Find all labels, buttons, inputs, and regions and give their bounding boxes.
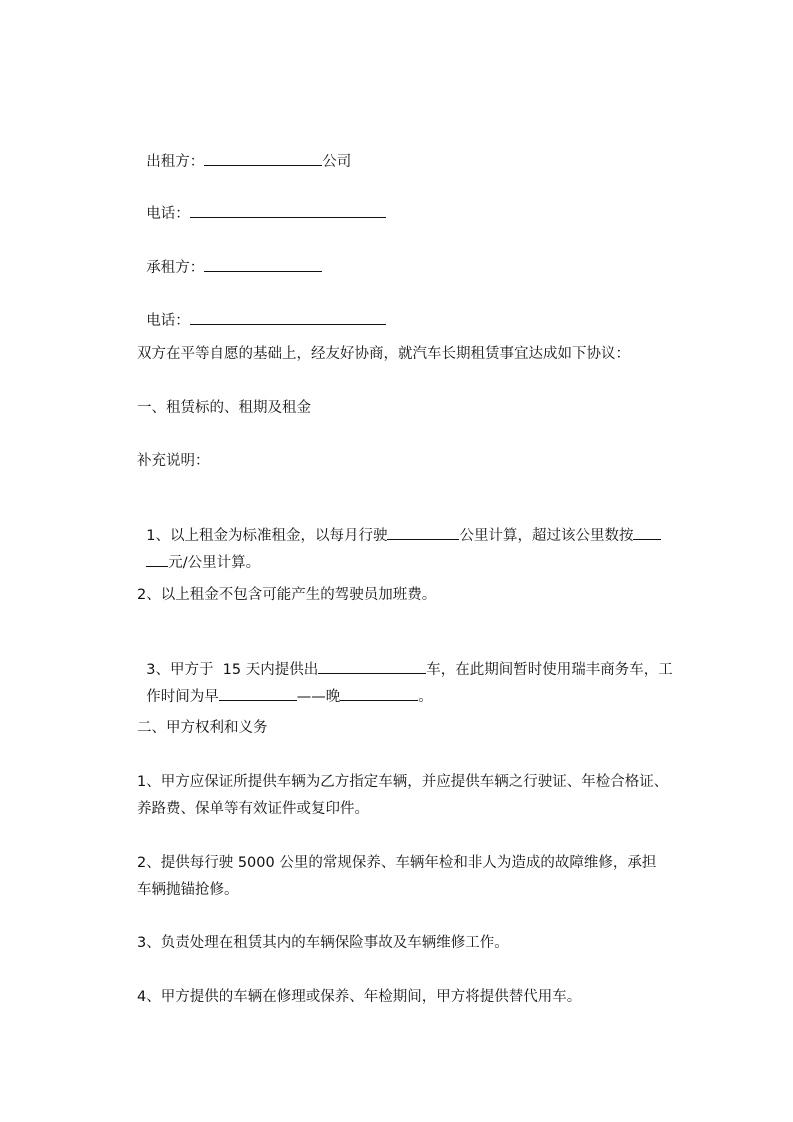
item1-1-text-a: 1、以上租金为标准租金，以每月行驶 xyxy=(146,528,388,544)
item1-3-text-a: 3、甲方于 15 天内提供出 xyxy=(146,662,319,678)
lessor-name-blank xyxy=(204,151,322,166)
item1-3-line2 xyxy=(137,666,433,707)
monthly-km-blank xyxy=(387,525,459,540)
item2-2-line2: 车辆抛锚抢修。 xyxy=(137,882,239,898)
lessee-phone-line xyxy=(137,290,386,331)
lessee-phone-blank xyxy=(190,310,386,325)
item1-3-text-e: 。 xyxy=(418,689,433,705)
lessor-phone-blank xyxy=(190,203,386,218)
lessee-label: 承租方： xyxy=(146,260,205,276)
item2-2-line1: 2、提供每行驶 5000 公里的常规保养、车辆年检和非人为造成的故障维修，承担 xyxy=(137,855,657,871)
section2-title: 二、甲方权利和义务 xyxy=(137,720,268,736)
item2-1-line2: 养路费、保单等有效证件或复印件。 xyxy=(137,801,369,817)
item2-1-line1: 1、甲方应保证所提供车辆为乙方指定车辆，并应提供车辆之行驶证、年检合格证、 xyxy=(137,774,669,790)
item1-3-text-b: 车，在此期间暂时使用瑞丰商务车，工 xyxy=(426,662,673,678)
intro-paragraph: 双方在平等自愿的基础上，经友好协商，就汽车长期租赁事宜达成如下协议： xyxy=(137,346,630,362)
per-km-rate-blank-b xyxy=(146,552,168,567)
item1-3-text-d: ——晚 xyxy=(296,689,341,705)
lessor-suffix: 公司 xyxy=(322,154,352,170)
start-time-blank xyxy=(219,686,297,701)
end-time-blank xyxy=(340,686,418,701)
item1-3-text-c: 作时间为早 xyxy=(146,689,219,705)
lessor-label: 出租方： xyxy=(146,154,205,170)
lessee-line xyxy=(137,237,322,278)
lessor-phone-line xyxy=(137,183,386,224)
supplement-label: 补充说明： xyxy=(137,453,210,469)
per-km-rate-blank-a xyxy=(633,525,661,540)
item2-3: 3、负责处理在租赁其内的车辆保险事故及车辆维修工作。 xyxy=(137,935,509,951)
item1-2: 2、以上租金不包含可能产生的驾驶员加班费。 xyxy=(137,587,437,603)
section1-title: 一、租赁标的、租期及租金 xyxy=(137,400,311,416)
lessee-name-blank xyxy=(204,257,322,272)
phone-label: 电话： xyxy=(146,206,190,222)
phone-label: 电话： xyxy=(146,313,190,329)
item1-1-line2 xyxy=(137,532,260,573)
item1-1-text-c: 元/公里计算。 xyxy=(168,555,261,571)
item2-4: 4、甲方提供的车辆在修理或保养、年检期间，甲方将提供替代用车。 xyxy=(137,989,582,1005)
lessor-line xyxy=(137,131,351,172)
item1-1-text-b: 公里计算，超过该公里数按 xyxy=(459,528,634,544)
